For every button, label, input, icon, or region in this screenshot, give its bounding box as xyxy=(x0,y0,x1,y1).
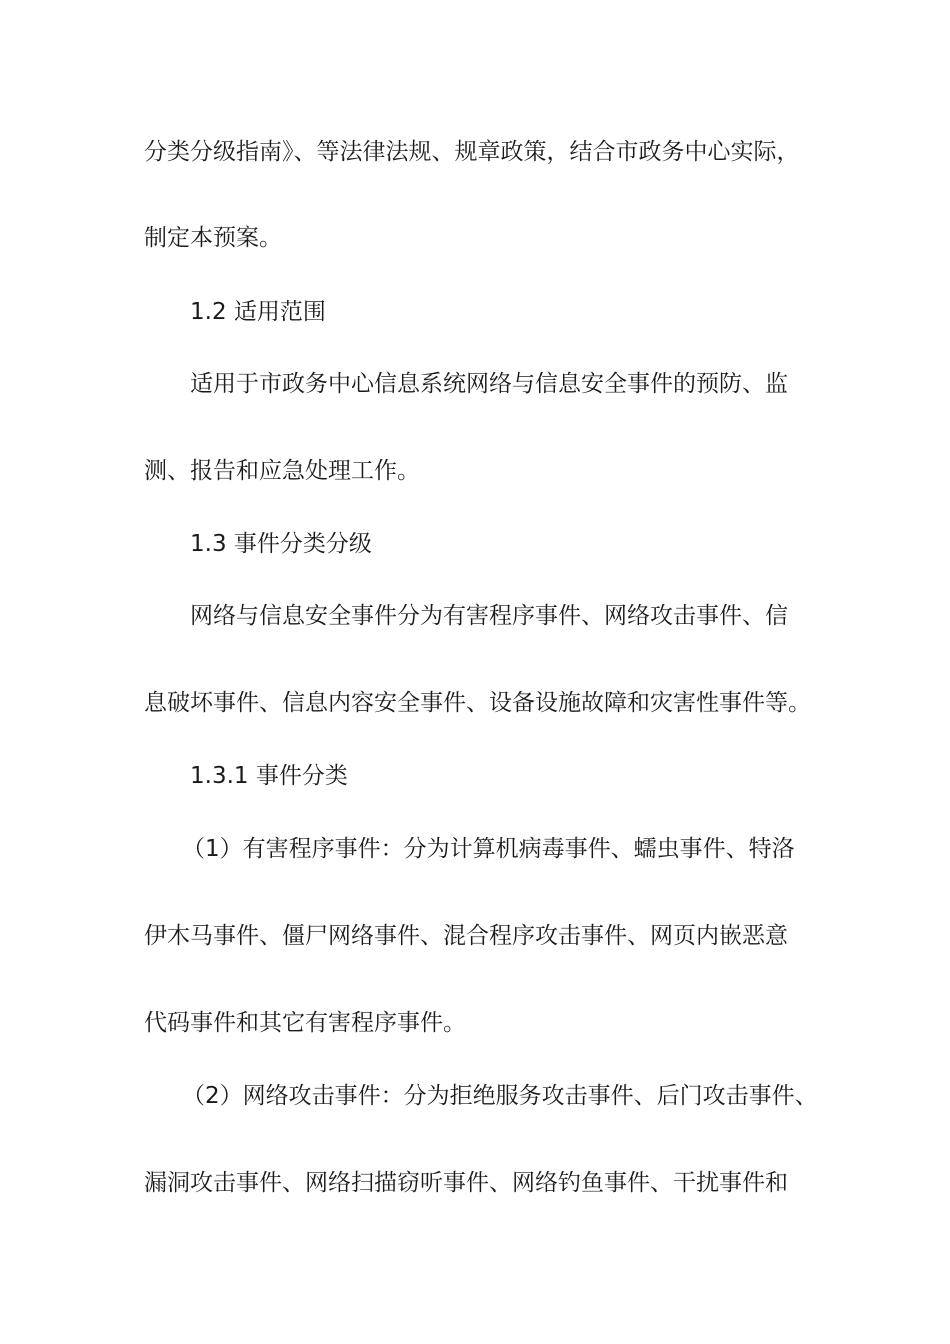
paragraph-line: 息破坏事件、信息内容安全事件、设备设施故障和灾害性事件等。 xyxy=(144,690,811,716)
list-item-line: （1）有害程序事件：分为计算机病毒事件、蠕虫事件、特洛 xyxy=(182,836,795,862)
paragraph-line: 适用于市政务中心信息系统网络与信息安全事件的预防、监 xyxy=(190,371,788,397)
paragraph-line: 分类分级指南》、等法律法规、规章政策，结合市政务中心实际， xyxy=(144,139,800,165)
paragraph-line: 网络与信息安全事件分为有害程序事件、网络攻击事件、信 xyxy=(190,603,788,629)
list-item-line: （2）网络攻击事件：分为拒绝服务攻击事件、后门攻击事件、 xyxy=(182,1083,818,1109)
paragraph-line: 测、报告和应急处理工作。 xyxy=(144,458,420,484)
paragraph-line: 制定本预案。 xyxy=(144,225,282,251)
section-heading-1-2: 1.2 适用范围 xyxy=(190,299,326,325)
paragraph-line: 代码事件和其它有害程序事件。 xyxy=(144,1010,466,1036)
section-heading-1-3: 1.3 事件分类分级 xyxy=(190,531,372,557)
paragraph-line: 漏洞攻击事件、网络扫描窃听事件、网络钓鱼事件、干扰事件和 xyxy=(144,1170,788,1196)
section-heading-1-3-1: 1.3.1 事件分类 xyxy=(190,763,348,789)
paragraph-line: 伊木马事件、僵尸网络事件、混合程序攻击事件、网页内嵌恶意 xyxy=(144,923,788,949)
